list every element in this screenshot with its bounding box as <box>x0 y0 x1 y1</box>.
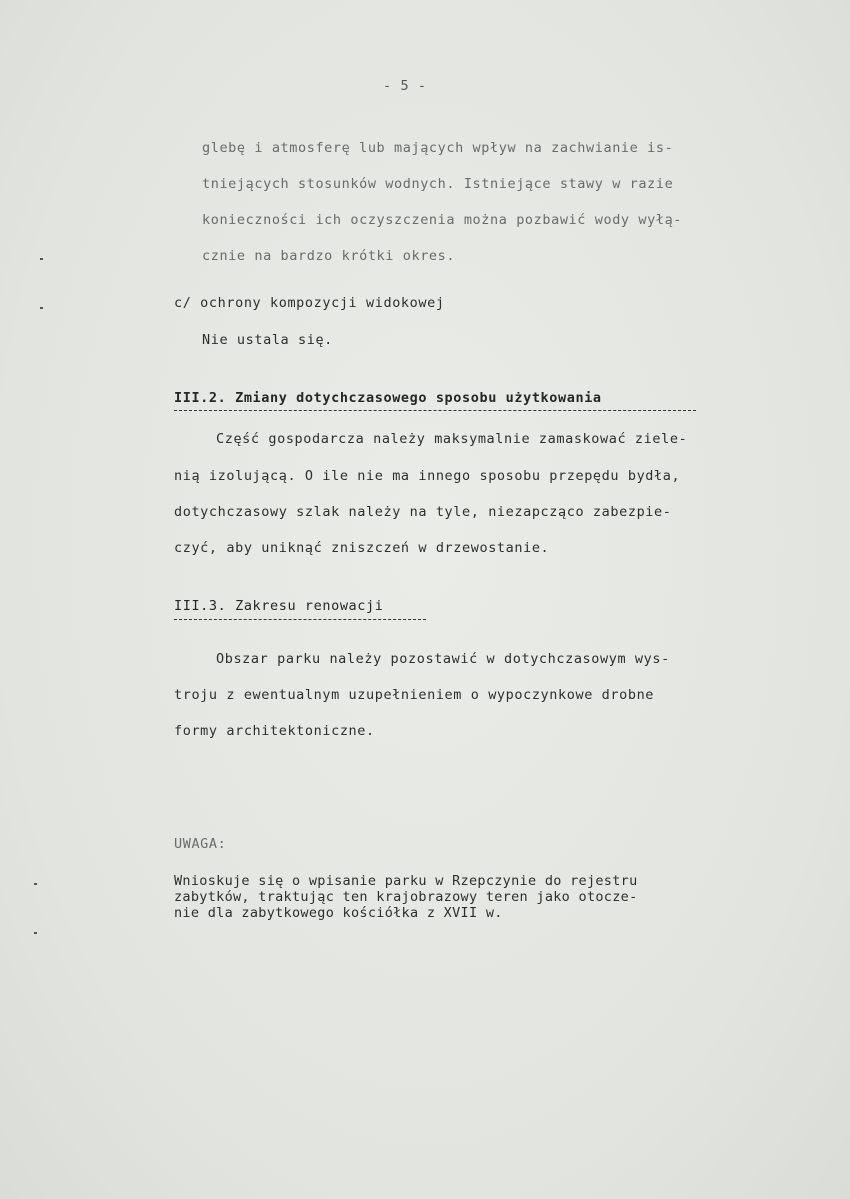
paragraph-line: glebę i atmosferę lub mających wpływ na zachwianie is- <box>202 140 674 156</box>
section-III-2-line: Część gospodarcza należy maksymalnie zamaskować ziele- <box>216 431 688 447</box>
section-III-2-line: nią izolującą. O ile nie ma innego sposobu przepędu bydła, <box>174 468 681 484</box>
heading-underline <box>174 619 426 620</box>
note-line: nie dla zabytkowego kościółka z XVII w. <box>174 905 503 921</box>
paragraph-line: konieczności ich oczyszczenia można pozbawić wody wyłą- <box>202 212 683 228</box>
note-label: UWAGA: <box>174 836 227 852</box>
section-III-2-heading: III.2. Zmiany dotychczasowego sposobu użytkowania <box>174 390 602 406</box>
margin-mark <box>34 932 37 934</box>
section-III-3-line: formy architektoniczne. <box>174 723 375 739</box>
margin-mark <box>40 307 43 309</box>
section-III-3-line: troju z ewentualnym uzupełnieniem o wypoczynkowe drobne <box>174 687 655 703</box>
section-III-2-line: czyć, aby uniknąć zniszczeń w drzewostanie. <box>174 540 550 556</box>
margin-mark <box>40 258 43 260</box>
section-III-3-line: Obszar parku należy pozostawić w dotychczasowym wys- <box>216 651 670 667</box>
margin-mark <box>34 883 37 885</box>
section-c-heading: c/ ochrony kompozycji widokowej <box>174 295 445 311</box>
note-line: zabytków, traktując ten krajobrazowy teren jako otocze- <box>174 889 638 905</box>
paragraph-line: tniejących stosunków wodnych. Istniejące stawy w razie <box>202 176 674 192</box>
heading-underline <box>174 410 696 411</box>
section-III-3-heading: III.3. Zakresu renowacji <box>174 598 384 614</box>
note-line: Wnioskuje się o wpisanie parku w Rzepczynie do rejestru <box>174 873 638 889</box>
page-number: - 5 - <box>383 78 427 94</box>
paragraph-line: cznie na bardzo krótki okres. <box>202 248 456 264</box>
section-III-2-line: dotychczasowy szlak należy na tyle, niezapcząco zabezpie- <box>174 504 672 520</box>
section-c-body: Nie ustala się. <box>202 332 333 348</box>
